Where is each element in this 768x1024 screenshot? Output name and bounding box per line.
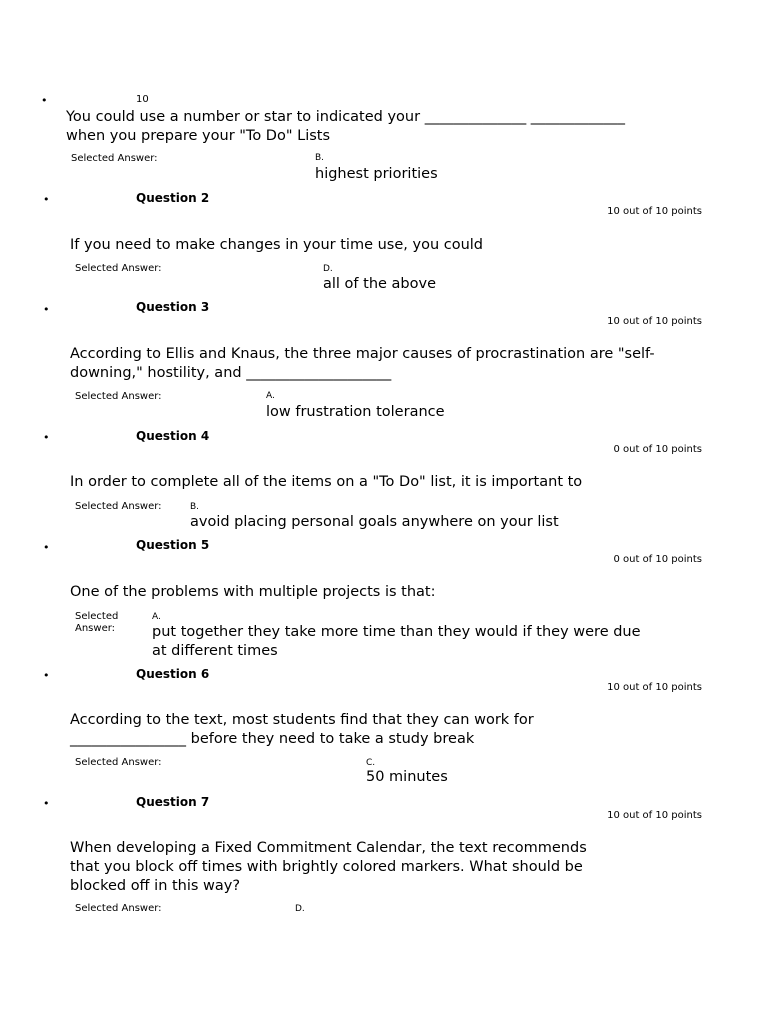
answer-text: all of the above — [323, 276, 437, 292]
answer-text: 50 minutes — [366, 769, 448, 785]
answer-letter: A. — [152, 612, 161, 622]
question-text: One of the problems with multiple projects is that: — [70, 584, 436, 600]
question-title: Question 2 — [136, 191, 210, 205]
question-points: 10 out of 10 points — [607, 810, 702, 821]
answer-text: low frustration tolerance — [266, 404, 445, 420]
question-text: In order to complete all of the items on a "To Do" list, it is important to — [70, 474, 583, 490]
list-bullet: • — [43, 431, 50, 444]
question-text: You could use a number or star to indicated your ______________ _____________ when you prepare your "To Do" Lists — [66, 109, 626, 144]
list-bullet: • — [41, 94, 48, 107]
answer-letter: A. — [266, 391, 275, 401]
question-points: 10 out of 10 points — [607, 206, 702, 217]
question-text: According to the text, most students find that they can work for ________________ before they need to take a study break — [70, 712, 534, 747]
list-bullet: • — [43, 669, 50, 682]
question-title: Question 5 — [136, 538, 210, 552]
answer-letter: D. — [323, 264, 333, 274]
answer-letter: B. — [315, 153, 325, 163]
question-title: Question 3 — [136, 300, 210, 314]
question-title: Question 7 — [136, 795, 210, 809]
selected-answer-label: Selected Answer: — [71, 153, 158, 164]
question-points: 10 out of 10 points — [607, 682, 702, 693]
selected-answer-label: Selected Answer: — [75, 501, 162, 512]
list-bullet: • — [43, 303, 50, 316]
selected-answer-label: Selected Answer: — [75, 391, 162, 402]
points-label: 10 — [136, 94, 149, 105]
question-points: 0 out of 10 points — [613, 554, 702, 565]
list-bullet: • — [43, 541, 50, 554]
answer-letter: B. — [190, 502, 200, 512]
selected-answer-label: Selected Answer: — [75, 903, 162, 914]
question-points: 10 out of 10 points — [607, 316, 702, 327]
question-title: Question 4 — [136, 429, 210, 443]
selected-answer-label: Selected Answer: — [75, 263, 162, 274]
answer-letter: C. — [366, 758, 376, 768]
question-text: When developing a Fixed Commitment Calendar, the text recommends that you block off times with brightly colored markers. What should be blocked off in this way? — [70, 840, 587, 894]
list-bullet: • — [43, 797, 50, 810]
answer-text: highest priorities — [315, 166, 438, 182]
selected-answer-label: Selected Answer: — [75, 757, 162, 768]
question-text: If you need to make changes in your time use, you could — [70, 237, 484, 253]
answer-letter: D. — [295, 904, 305, 914]
answer-text: put together they take more time than they would if they were due at different times — [152, 624, 641, 659]
question-text: According to Ellis and Knaus, the three major causes of procrastination are "self-downing," hostility, and ____________________ — [70, 346, 655, 381]
question-points: 0 out of 10 points — [613, 444, 702, 455]
answer-text: avoid placing personal goals anywhere on your list — [190, 514, 559, 530]
question-title: Question 6 — [136, 667, 210, 681]
selected-answer-label: Selected Answer: — [75, 611, 119, 634]
list-bullet: • — [43, 193, 50, 206]
